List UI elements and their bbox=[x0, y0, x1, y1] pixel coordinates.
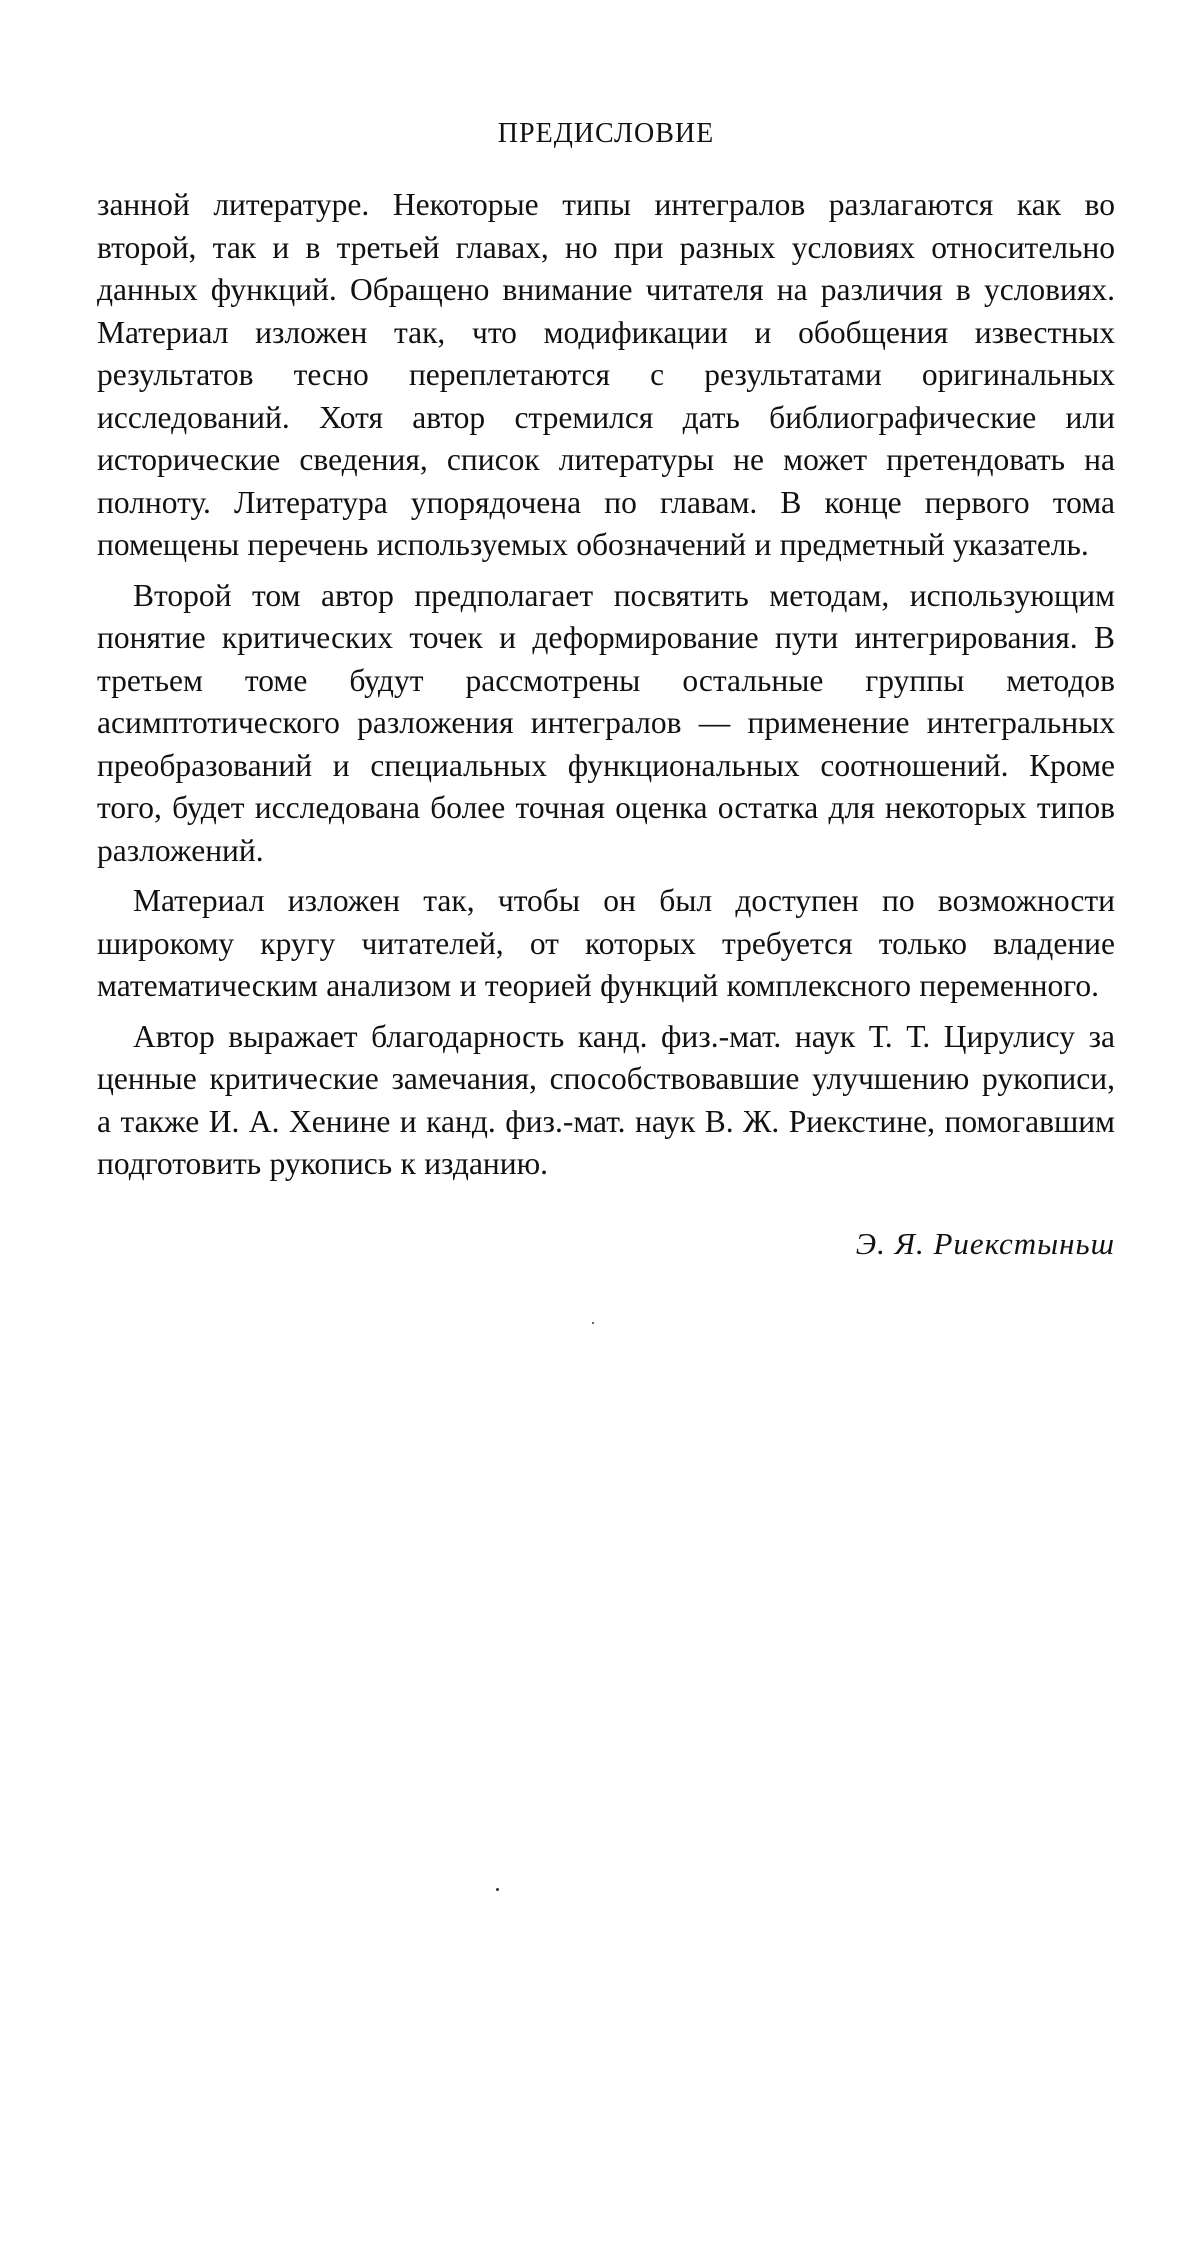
paragraph-second-volume: Второй том автор предполагает посвятить методам, использующим понятие критических точек и деформирование пути интегрирования. В третьем томе будут рассмотрены остальные группы методов асимптотического разложения интегралов — применение интегральных преобразований и специальных функциональных соотношений. Кроме того, будет исследована более точная оценка остатка для некоторых типов разложений. bbox=[97, 577, 1115, 868]
author-signature: Э. Я. Риекстыньш bbox=[855, 1225, 1115, 1261]
scan-speck bbox=[592, 1322, 594, 1324]
document-page bbox=[97, 118, 1115, 1262]
running-head: ПРЕДИСЛОВИЕ bbox=[497, 118, 715, 149]
paragraph-acknowledgements: Автор выражает благодарность канд. физ.-мат. наук Т. Т. Цирулису за ценные критические замечания, способствовавшие улучшению рукописи, а также И. А. Хенине и канд. физ.-мат. наук В. Ж. Риекстине, помогавшим подготовить рукопись к изданию. bbox=[97, 1018, 1115, 1181]
paragraph-continued: занной литературе. Некоторые типы интегралов разлагаются как во второй, так и в третьей главах, но при разных условиях относительно данных функций. Обращено внимание читателя на различия в условиях. Материал изложен так, что модификации и обобщения известных результатов тесно переплетаются с результатами оригинальных исследований. Хотя автор стремился дать библиографические или исторические сведения, список литературы не может претендовать на полноту. Литература упорядочена по главам. В конце первого тома помещены перечень используемых обозначений и предметный указатель. bbox=[97, 187, 1115, 562]
paragraph-audience: Материал изложен так, чтобы он был доступен по возможности широкому кругу читателей, от которых требуется только владение математическим анализом и теорией функций комплексного переменного. bbox=[97, 883, 1115, 1003]
scan-speck bbox=[496, 1888, 499, 1891]
